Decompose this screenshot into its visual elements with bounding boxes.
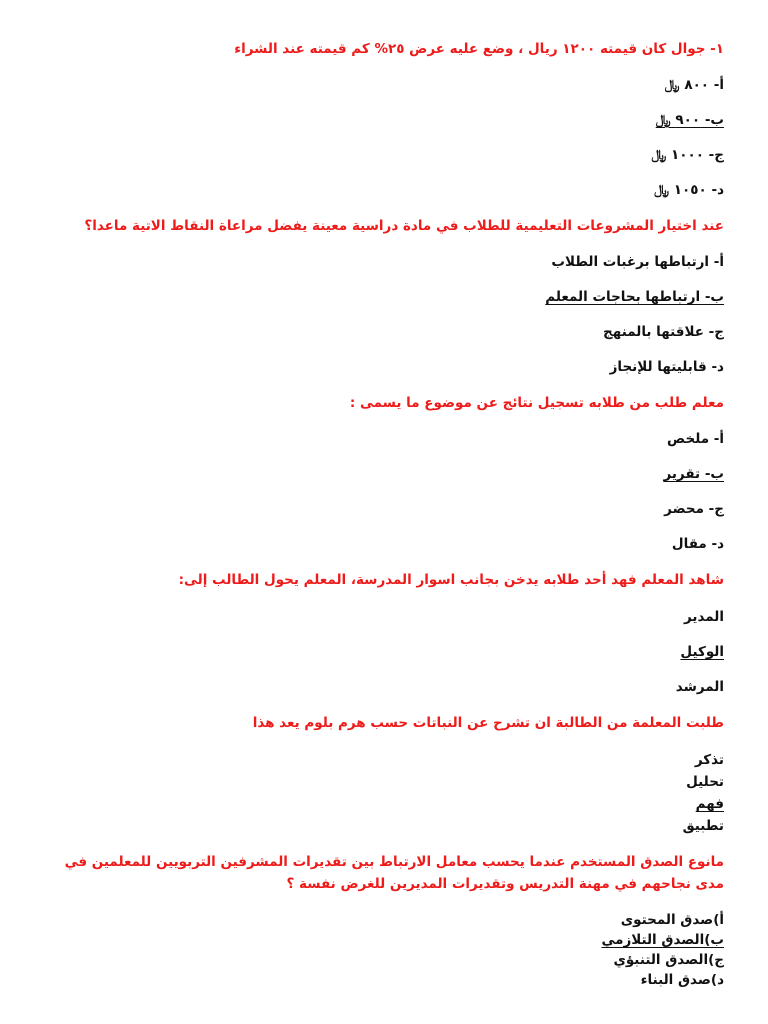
q4-option-2: الوكيل (680, 644, 724, 660)
question-5: طلبت المعلمة من الطالبة ان تشرح عن النباتات حسب هرم بلوم يعد هذا (252, 715, 724, 731)
question-1: ١- جوال كان قيمته ١٢٠٠ ريال ، وضع عليه عرض ٢٥% كم قيمته عند الشراء (234, 41, 724, 57)
q6-option-a: أ)صدق المحتوى (620, 912, 724, 928)
q5-option-4: تطبيق (682, 818, 724, 834)
q1-option-b: ب- ٩٠٠ ﷼ (655, 112, 724, 128)
q5-option-1: تذكر (694, 752, 724, 768)
question-2: عند اختيار المشروعات التعليمية للطلاب في مادة دراسية معينة يفضل مراعاة النقاط الاتية ماعدا؟ (84, 218, 724, 234)
q6-option-b: ب)الصدق التلازمي (601, 932, 724, 948)
q4-option-1: المدير (683, 609, 724, 625)
q1-option-a: أ- ٨٠٠ ﷼ (664, 77, 724, 93)
question-4: شاهد المعلم فهد أحد طلابه يدخن بجانب اسوار المدرسة، المعلم يحول الطالب إلى: (178, 572, 724, 588)
q1-option-c: ج- ١٠٠٠ ﷼ (651, 147, 724, 163)
question-3: معلم طلب من طلابه تسجيل نتائج عن موضوع ما يسمى : (349, 395, 724, 411)
q6-option-d: د)صدق البناء (640, 972, 724, 988)
q3-option-b: ب- تقرير (663, 466, 724, 482)
q2-option-c: ج- علاقتها بالمنهج (603, 324, 724, 340)
q4-option-3: المرشد (675, 679, 724, 695)
q5-option-3: فهم (695, 796, 724, 812)
q5-option-2: تحليل (686, 774, 724, 790)
q1-option-d: د- ١٠٥٠ ﷼ (654, 182, 724, 198)
q2-option-a: أ- ارتباطها برغبات الطلاب (551, 254, 724, 270)
q3-option-c: ج- محضر (664, 501, 724, 517)
q2-option-d: د- قابليتها للإنجاز (609, 359, 724, 375)
q2-option-b: ب- ارتباطها بحاجات المعلم (545, 289, 724, 305)
q6-option-c: ج)الصدق التنبؤي (613, 952, 724, 968)
q3-option-a: أ- ملخص (667, 431, 724, 447)
question-6: مانوع الصدق المستخدم عندما يحسب معامل الارتباط بين تقديرات المشرفين التربويين للمعلمين في مدى نجاحهم في مهنة التدريس وتقديرات المديرين للغرض نفسة ؟ (64, 854, 724, 892)
q3-option-d: د- مقال (671, 536, 724, 552)
